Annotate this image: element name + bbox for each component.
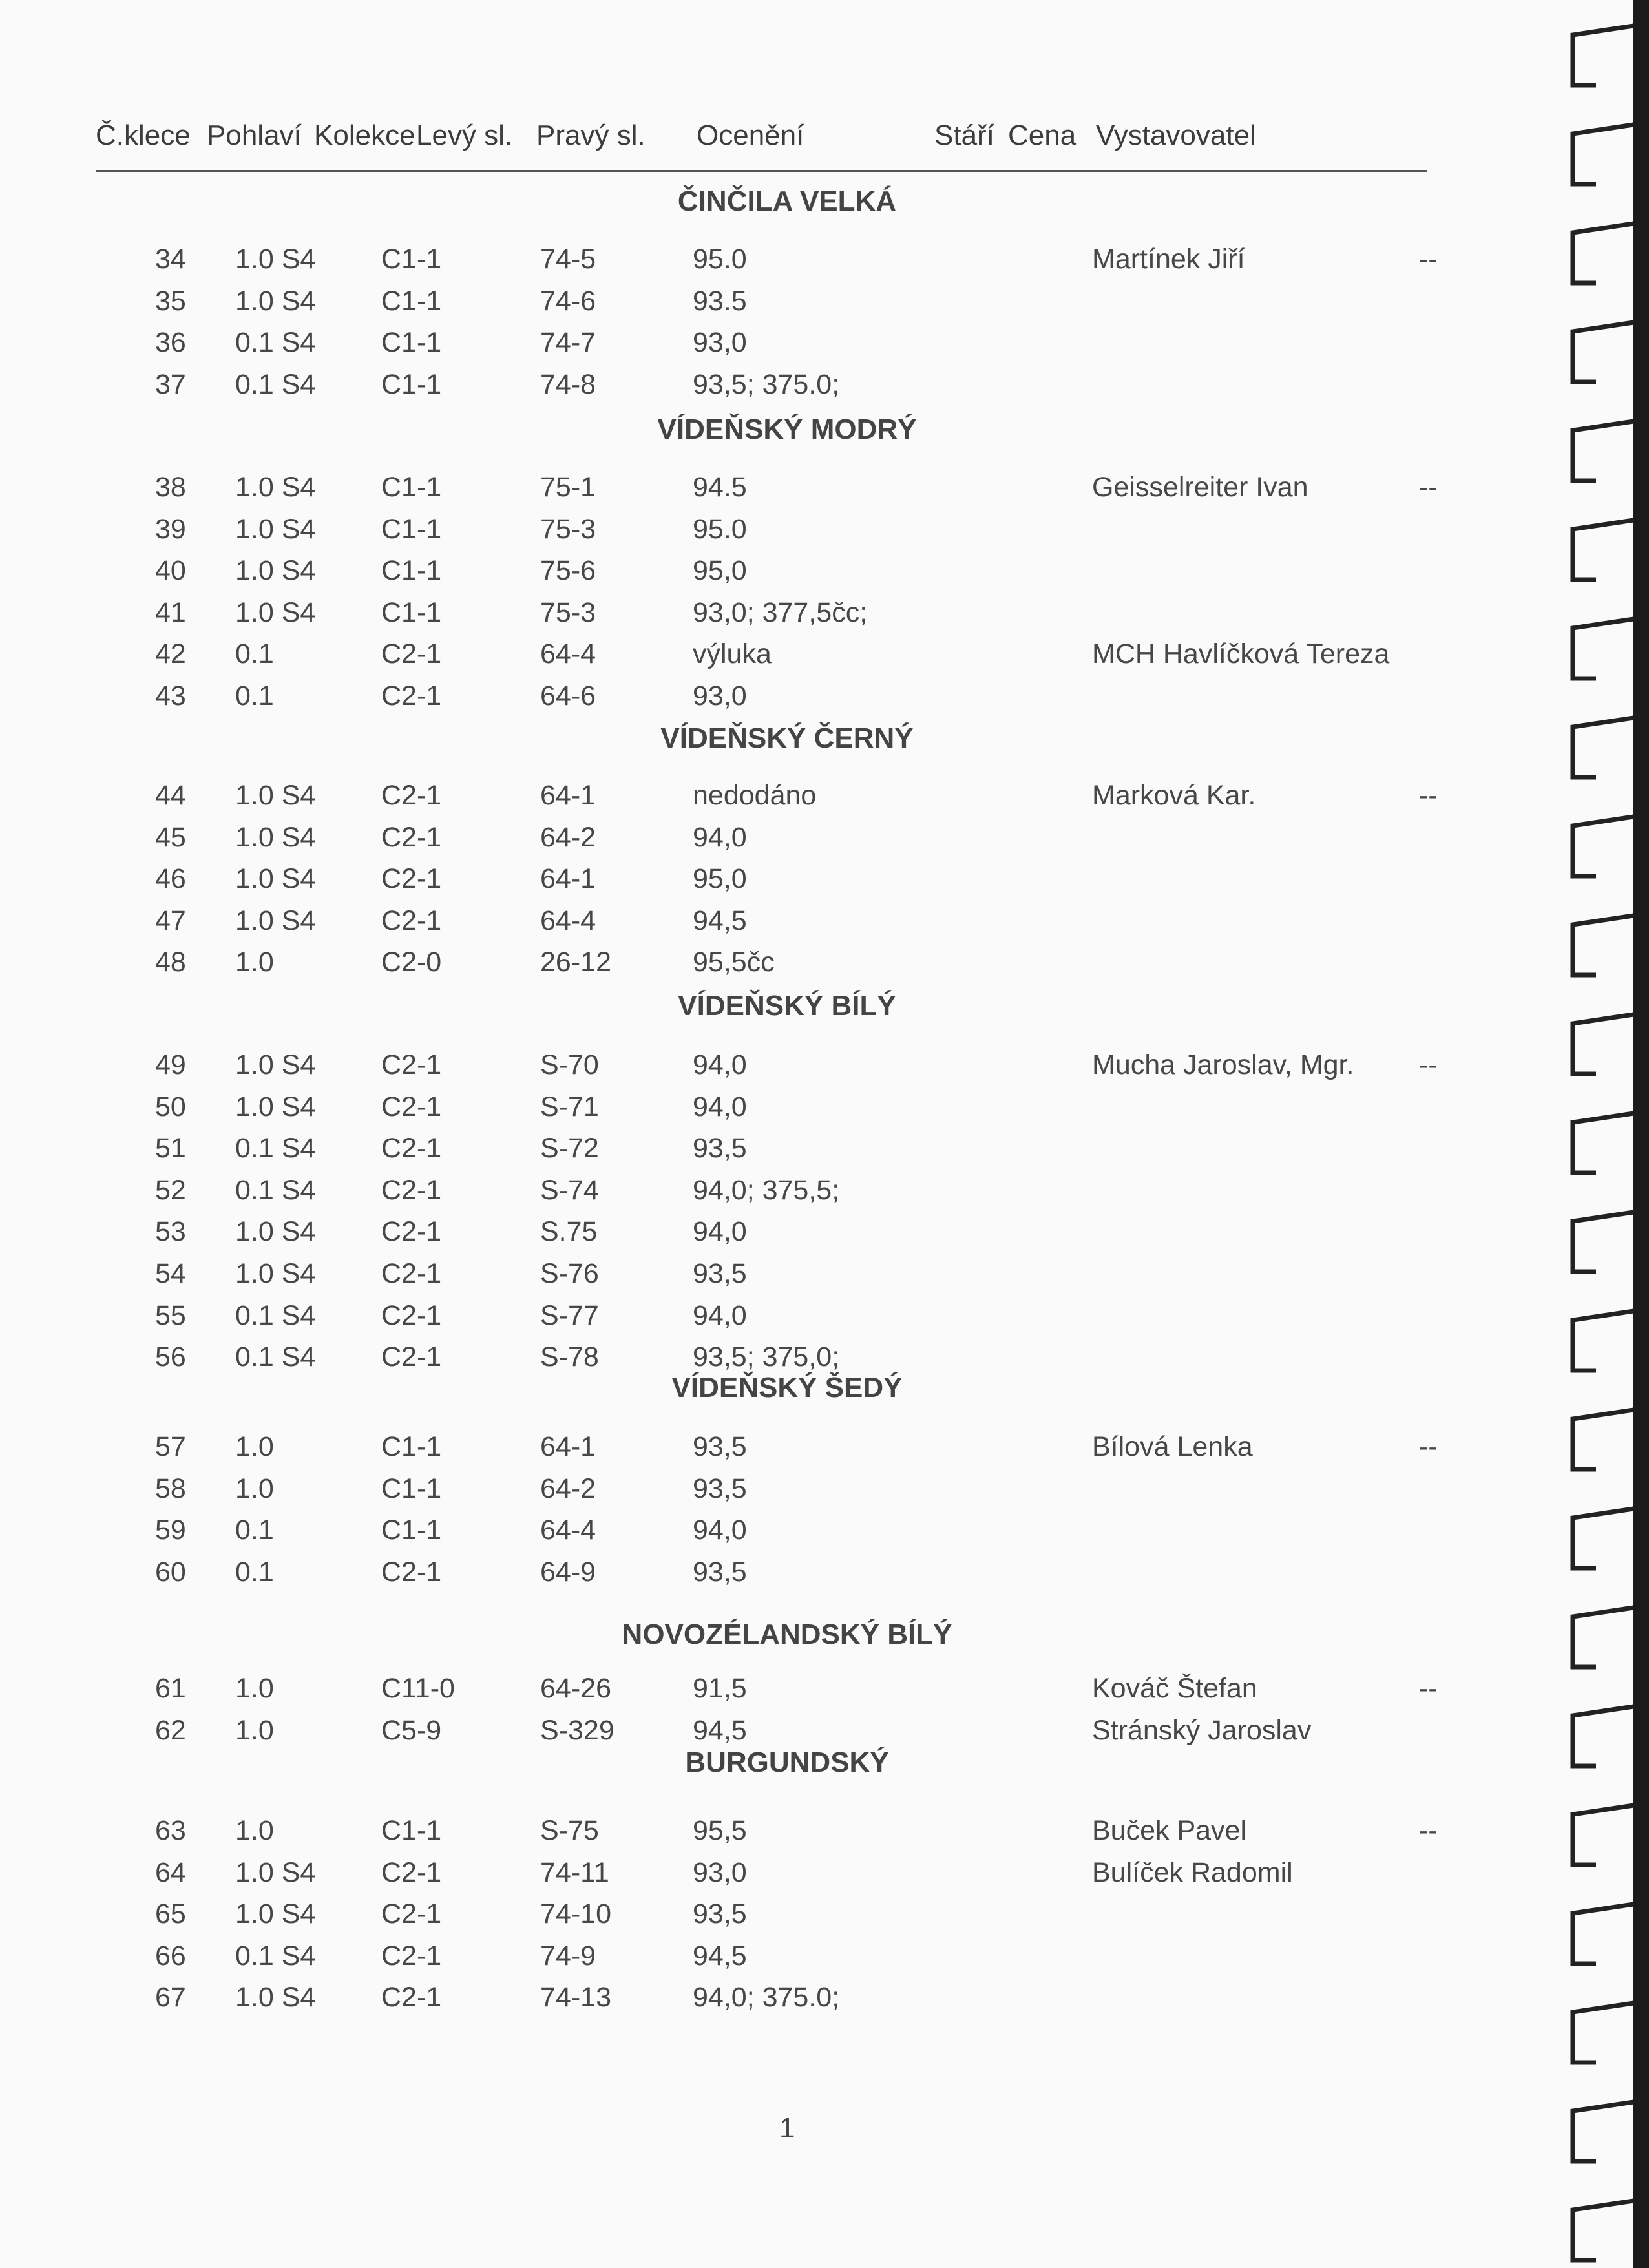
table-row [0,821,1649,860]
cell-col: C2-1 [381,905,442,936]
cell-num: 48 [155,947,186,978]
binding-loop [1573,1509,1633,1568]
cell-num: 45 [155,821,186,853]
cell-left: 74-13 [540,1982,611,2013]
cell-col: C2-1 [381,1299,442,1331]
table-row [0,1675,1649,1711]
cell-left: 64-4 [540,905,596,936]
table-row [0,329,1649,365]
binding-loop [1573,1608,1633,1667]
cell-num: 53 [155,1216,186,1248]
cell-price: -- [1419,1431,1438,1462]
cell-left: 75-3 [540,596,596,628]
cell-left: 75-1 [540,472,596,503]
cell-col: C1-1 [381,327,442,359]
cell-price: -- [1419,1049,1438,1080]
table-row [0,1260,1649,1296]
table-row [0,1984,1649,2020]
table-row [0,1475,1649,1511]
cell-col: C1-1 [381,596,442,628]
section-title: VÍDEŇSKÝ ŠEDÝ [671,1372,903,1403]
cell-price: -- [1419,1815,1438,1846]
section-title: BURGUNDSKÝ [685,1747,889,1778]
cell-left: 64-1 [540,1431,596,1462]
cell-sex: 1.0 S4 [235,1216,316,1248]
binding-loop [1573,224,1633,283]
binding-loop [1573,26,1633,85]
binding-loop [1573,1212,1633,1272]
cell-num: 43 [155,680,186,711]
cell-award: 95.0 [693,513,747,545]
cell-num: 64 [155,1856,186,1888]
cell-exhibitor: MCH Havlíčková Tereza [1092,638,1390,670]
binding-loop [1573,1113,1633,1173]
cell-num: 54 [155,1258,186,1289]
cell-left: 64-2 [540,821,596,853]
cell-col: C2-1 [381,1174,442,1206]
cell-col: C11-0 [381,1673,455,1704]
cell-left: 64-4 [540,1515,596,1546]
cell-award: 94,0 [693,1515,747,1546]
cell-award: 94,0 [693,1216,747,1248]
section-title: VÍDEŇSKÝ MODRÝ [657,414,917,445]
cell-award: 93,5 [693,1556,747,1588]
cell-left: S-72 [540,1133,599,1164]
cell-award: 91,5 [693,1673,747,1704]
cell-award: 93,0 [693,680,747,711]
cell-sex: 0.1 S4 [235,1174,316,1206]
cell-num: 63 [155,1815,186,1846]
cell-left: 74-8 [540,368,596,400]
cell-award: 93,5 [693,1898,747,1930]
cell-sex: 1.0 S4 [235,863,316,895]
cell-sex: 0.1 S4 [235,1341,316,1373]
cell-col: C2-1 [381,1856,442,1888]
spiral-binding [1557,0,1649,2268]
table-row [0,907,1649,943]
binding-loop [1573,421,1633,481]
binding-edge [1633,0,1649,2268]
cell-sex: 0.1 [235,1556,274,1588]
cell-award: 94,5 [693,1714,747,1746]
cell-col: C1-1 [381,1473,442,1504]
table-row [0,557,1649,593]
cell-left: 64-2 [540,1473,596,1504]
cell-exhibitor: Buček Pavel [1092,1815,1247,1846]
table-row [0,1856,1649,1895]
cell-num: 51 [155,1133,186,1164]
section-title: ČINČILA VELKÁ [677,185,897,217]
cell-sex: 1.0 [235,1815,274,1846]
cell-num: 62 [155,1714,186,1746]
cell-num: 42 [155,638,186,670]
cell-sex: 1.0 [235,1431,274,1462]
cell-col: C2-1 [381,680,442,711]
cell-num: 39 [155,513,186,545]
cell-price: -- [1419,472,1438,503]
cell-left: 74-5 [540,244,596,275]
cell-sex: 1.0 S4 [235,513,316,545]
table-row [0,1433,1649,1469]
cell-left: 74-6 [540,285,596,317]
cell-num: 50 [155,1091,186,1122]
cell-award: nedodáno [693,780,817,811]
cell-left: 26-12 [540,947,611,978]
cell-sex: 1.0 S4 [235,1898,316,1930]
cell-sex: 1.0 S4 [235,1982,316,2013]
cell-num: 49 [155,1049,186,1080]
binding-loop [1573,1805,1633,1865]
cell-col: C2-1 [381,780,442,811]
cell-price: -- [1419,244,1438,275]
cell-sex: 1.0 S4 [235,1258,316,1289]
binding-loop [1573,520,1633,580]
cell-sex: 1.0 S4 [235,1091,316,1122]
column-header-price: Cena [1008,120,1077,151]
table-row [0,1517,1649,1553]
cell-num: 66 [155,1940,186,1971]
column-header-age: Stáří [934,120,994,151]
cell-col: C1-1 [381,244,442,275]
cell-num: 65 [155,1898,186,1930]
table-row [0,1135,1649,1171]
cell-left: 64-6 [540,680,596,711]
cell-sex: 1.0 S4 [235,555,316,587]
cell-award: 95.0 [693,244,747,275]
cell-left: S-329 [540,1714,614,1746]
section-title: VÍDEŇSKÝ ČERNÝ [660,722,914,754]
cell-award: 93,0; 377,5čc; [693,596,868,628]
table-row [0,1817,1649,1853]
cell-left: 64-4 [540,638,596,670]
table-row [0,285,1649,324]
cell-num: 61 [155,1673,186,1704]
table-row [0,1900,1649,1937]
cell-award: 93,0 [693,327,747,359]
cell-col: C1-1 [381,472,442,503]
cell-sex: 1.0 S4 [235,472,316,503]
cell-col: C2-1 [381,1940,442,1971]
cell-col: C2-1 [381,1982,442,2013]
cell-num: 44 [155,780,186,811]
cell-col: C2-1 [381,1556,442,1588]
cell-award: 94,5 [693,905,747,936]
binding-loop [1573,2102,1633,2161]
cell-price: -- [1419,1673,1438,1704]
cell-left: 64-26 [540,1673,611,1704]
cell-sex: 0.1 S4 [235,1299,316,1331]
cell-col: C2-0 [381,947,442,978]
binding-loop [1573,1706,1633,1766]
cell-exhibitor: Kováč Štefan [1092,1673,1257,1704]
cell-award: 93,5 [693,1133,747,1164]
cell-award: 94.5 [693,472,747,503]
cell-col: C1-1 [381,513,442,545]
cell-award: 93.5 [693,285,747,317]
binding-loop [1573,2201,1633,2260]
binding-loop [1573,718,1633,777]
cell-sex: 1.0 [235,1714,274,1746]
cell-award: 95,5čc [693,947,775,978]
binding-loop [1573,2003,1633,2063]
cell-sex: 1.0 [235,947,274,978]
cell-num: 57 [155,1431,186,1462]
column-header-left: Levý sl. [416,120,513,151]
cell-award: 94,0 [693,821,747,853]
cell-left: S-71 [540,1091,599,1122]
spiral-binding-icon [1557,0,1649,2268]
table-row [0,513,1649,552]
cell-left: 74-10 [540,1898,611,1930]
cell-col: C5-9 [381,1714,442,1746]
table-row [0,640,1649,677]
cell-left: S-76 [540,1258,599,1289]
cell-left: S.75 [540,1216,598,1248]
cell-col: C2-1 [381,1258,442,1289]
cell-sex: 1.0 S4 [235,780,316,811]
cell-exhibitor: Marková Kar. [1092,780,1256,811]
column-header-num: Č.klece [96,120,191,151]
cell-num: 36 [155,327,186,359]
header-rule [96,170,1427,172]
cell-col: C1-1 [381,555,442,587]
cell-sex: 0.1 S4 [235,1133,316,1164]
cell-col: C2-1 [381,821,442,853]
cell-sex: 0.1 S4 [235,327,316,359]
table-row [0,1174,1649,1213]
cell-num: 55 [155,1299,186,1331]
cell-col: C1-1 [381,1431,442,1462]
cell-left: S-77 [540,1299,599,1331]
cell-left: S-74 [540,1174,599,1206]
cell-sex: 0.1 [235,638,274,670]
cell-col: C2-1 [381,863,442,895]
cell-award: 95,5 [693,1815,747,1846]
cell-num: 47 [155,905,186,936]
binding-loop [1573,1410,1633,1469]
cell-award: 94,0; 375,5; [693,1174,840,1206]
cell-sex: 1.0 S4 [235,244,316,275]
cell-num: 38 [155,472,186,503]
cell-award: 94,0; 375.0; [693,1982,840,2013]
cell-award: 94,0 [693,1049,747,1080]
column-header-award: Ocenění [697,120,804,151]
column-header-right: Pravý sl. [536,120,646,151]
table-row [0,246,1649,282]
cell-exhibitor: Bílová Lenka [1092,1431,1253,1462]
cell-exhibitor: Martínek Jiří [1092,244,1245,275]
section-title: VÍDEŇSKÝ BÍLÝ [678,990,896,1022]
cell-award: 93,5 [693,1258,747,1289]
cell-left: 64-1 [540,863,596,895]
cell-sex: 1.0 S4 [235,1049,316,1080]
cell-left: 74-11 [540,1856,609,1888]
cell-award: 93,5 [693,1431,747,1462]
cell-num: 41 [155,596,186,628]
cell-col: C2-1 [381,638,442,670]
binding-loop [1573,1311,1633,1370]
cell-num: 56 [155,1341,186,1373]
binding-loop [1573,817,1633,876]
cell-award: 95,0 [693,863,747,895]
cell-award: 94,0 [693,1091,747,1122]
table-row [0,1556,1649,1595]
binding-loop [1573,1904,1633,1964]
table-row [0,596,1649,635]
table-row [0,1299,1649,1338]
cell-left: 75-6 [540,555,596,587]
cell-sex: 1.0 [235,1673,274,1704]
cell-exhibitor: Bulíček Radomil [1092,1856,1293,1888]
cell-col: C2-1 [381,1341,442,1373]
cell-left: 74-7 [540,327,596,359]
cell-left: S-75 [540,1815,599,1846]
cell-award: 95,0 [693,555,747,587]
table-row [0,682,1649,719]
cell-exhibitor: Stránský Jaroslav [1092,1714,1312,1746]
cell-col: C1-1 [381,1515,442,1546]
cell-price: -- [1419,780,1438,811]
cell-sex: 0.1 [235,1515,274,1546]
cell-award: 93,0 [693,1856,747,1888]
cell-num: 67 [155,1982,186,2013]
binding-loop [1573,916,1633,975]
table-row [0,1942,1649,1979]
cell-col: C2-1 [381,1216,442,1248]
cell-sex: 0.1 S4 [235,1940,316,1971]
cell-sex: 1.0 S4 [235,905,316,936]
cell-sex: 1.0 S4 [235,596,316,628]
cell-left: 74-9 [540,1940,596,1971]
cell-sex: 0.1 S4 [235,368,316,400]
cell-left: S-70 [540,1049,599,1080]
cell-left: 64-1 [540,780,596,811]
cell-award: výluka [693,638,772,670]
cell-num: 37 [155,368,186,400]
section-title: NOVOZÉLANDSKÝ BÍLÝ [622,1619,952,1650]
cell-num: 35 [155,285,186,317]
cell-num: 60 [155,1556,186,1588]
cell-num: 40 [155,555,186,587]
cell-num: 59 [155,1515,186,1546]
cell-col: C2-1 [381,1133,442,1164]
cell-num: 34 [155,244,186,275]
cell-col: C1-1 [381,1815,442,1846]
cell-sex: 0.1 [235,680,274,711]
cell-award: 94,5 [693,1940,747,1971]
cell-num: 46 [155,863,186,895]
cell-col: C2-1 [381,1049,442,1080]
cell-sex: 1.0 S4 [235,821,316,853]
cell-award: 94,0 [693,1299,747,1331]
cell-left: 64-9 [540,1556,596,1588]
cell-sex: 1.0 S4 [235,285,316,317]
cell-col: C1-1 [381,285,442,317]
cell-num: 52 [155,1174,186,1206]
table-row [0,949,1649,985]
table-row [0,474,1649,510]
table-row [0,782,1649,818]
cell-left: S-78 [540,1341,599,1373]
page-number: 1 [779,2112,795,2144]
column-header-exh: Vystavovatel [1096,120,1256,151]
binding-loop [1573,322,1633,382]
binding-loop [1573,619,1633,678]
cell-sex: 1.0 [235,1473,274,1504]
cell-sex: 1.0 S4 [235,1856,316,1888]
table-row [0,1051,1649,1087]
binding-loop [1573,1014,1633,1074]
cell-award: 93,5 [693,1473,747,1504]
binding-loop [1573,125,1633,184]
table-row [0,368,1649,407]
cell-award: 93,5; 375,0; [693,1341,840,1373]
cell-left: 75-3 [540,513,596,545]
cell-col: C2-1 [381,1091,442,1122]
table-row [0,865,1649,901]
column-header-col: Kolekce [314,120,415,151]
cell-col: C1-1 [381,368,442,400]
table-row [0,1093,1649,1129]
cell-num: 58 [155,1473,186,1504]
table-row [0,1218,1649,1254]
cell-exhibitor: Geisselreiter Ivan [1092,472,1308,503]
cell-award: 93,5; 375.0; [693,368,840,400]
cell-col: C2-1 [381,1898,442,1930]
cell-exhibitor: Mucha Jaroslav, Mgr. [1092,1049,1354,1080]
column-header-sex: Pohlaví [207,120,302,151]
